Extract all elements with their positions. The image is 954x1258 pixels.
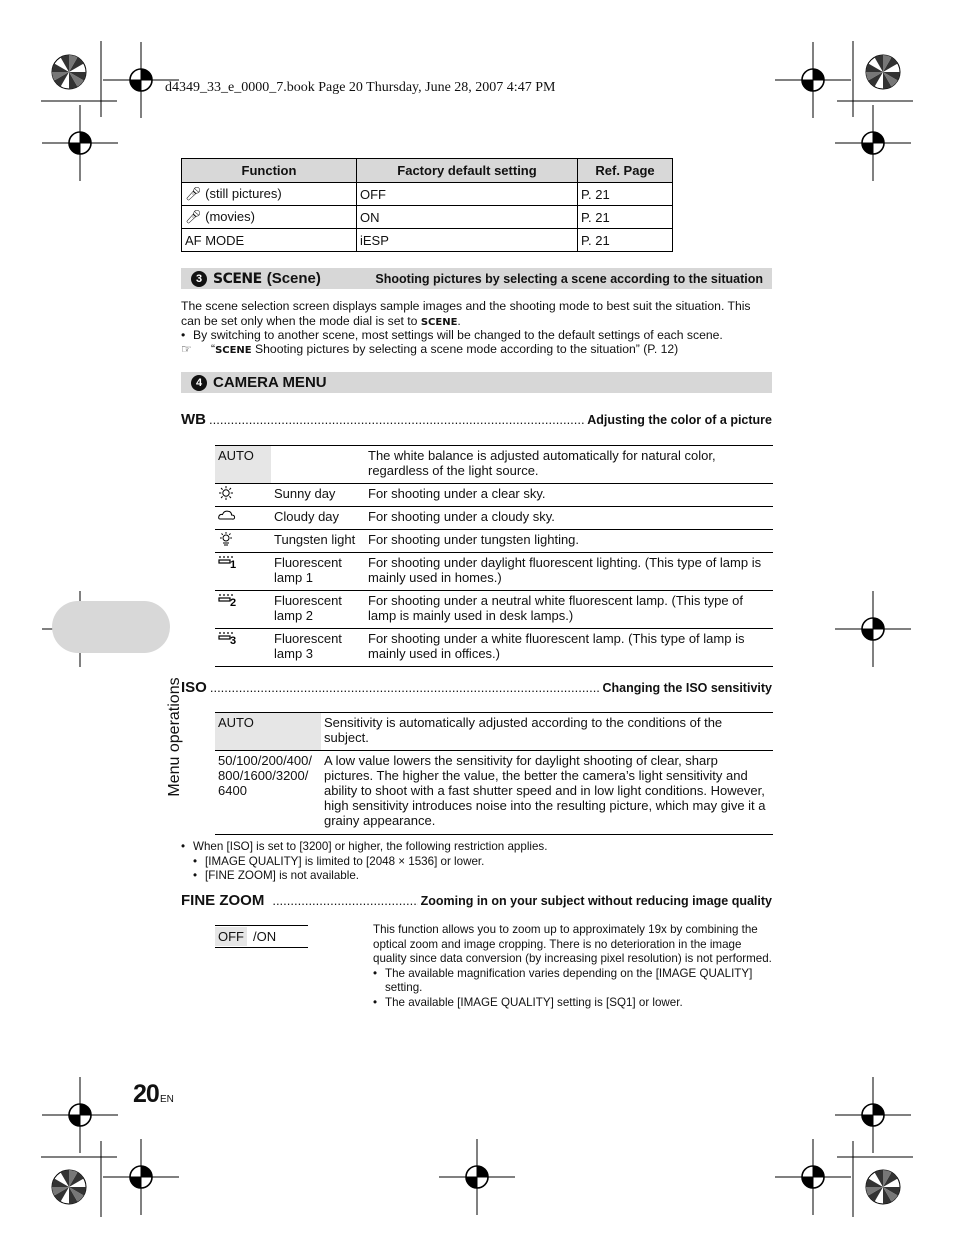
- table-cell-default: iESP: [357, 229, 578, 252]
- iso-table: [215, 712, 773, 835]
- fine-zoom-on: /ON: [253, 929, 277, 944]
- list-item: • The available magnification varies depending on the [IMAGE QUALITY] setting.: [373, 967, 773, 996]
- wb-auto-label: AUTO: [215, 446, 271, 484]
- iso-value: 50/100/200/400/ 800/1600/3200/ 6400: [215, 751, 321, 835]
- fine-zoom-off: OFF: [215, 927, 247, 946]
- fluorescent-1-icon: [215, 553, 271, 591]
- wb-name: Fluorescent lamp 3: [271, 629, 365, 667]
- reference-hand-icon: ☞: [181, 342, 192, 356]
- col-default: Factory default setting: [357, 159, 578, 183]
- wb-name: Fluorescent lamp 1: [271, 553, 365, 591]
- wb-desc-cell: For shooting under a cloudy sky.: [365, 507, 773, 530]
- leader-dots: [272, 893, 417, 908]
- scene-reference[interactable]: ☞ “SCENE Shooting pictures by selecting a scene mode according to the situation” (P. 12): [181, 342, 679, 356]
- function-default-table: [181, 158, 673, 252]
- tungsten-icon: [215, 530, 271, 553]
- svg-text:1: 1: [230, 559, 236, 569]
- wb-desc-cell: The white balance is adjusted automatically for natural color, regardless of the light source.: [365, 446, 773, 484]
- fine-zoom-description: [373, 923, 773, 1010]
- table-cell-function: 🎤︎ (still pictures): [182, 183, 357, 206]
- fine-zoom-desc: Zooming in on your subject without reducing image quality: [420, 894, 772, 908]
- scene-section-bar: [181, 268, 772, 289]
- page-language: EN: [160, 1094, 174, 1105]
- wb-name: [271, 446, 365, 484]
- iso-value: AUTO: [215, 713, 321, 751]
- wb-desc-cell: For shooting under daylight fluorescent lighting. (This type of lamp is mainly used in homes.): [365, 553, 773, 591]
- table-cell-ref: P. 21: [578, 206, 673, 229]
- wb-desc-cell: For shooting under tungsten lighting.: [365, 530, 773, 553]
- table-cell-default: OFF: [357, 183, 578, 206]
- list-item: • [FINE ZOOM] is not available.: [193, 869, 773, 884]
- table-cell-default: ON: [357, 206, 578, 229]
- wb-title: WB: [181, 411, 206, 428]
- fine-zoom-heading: [181, 892, 772, 909]
- wb-name: Sunny day: [271, 484, 365, 507]
- iso-desc-cell: A low value lowers the sensitivity for daylight shooting of clear, sharp pictures. The higher the value, the better the camera’s light sensitivity and ability to shoot with a fast shutter speed and in low light conditions. However, high sensitivity introduces noise into the resulting picture, which may give it a grainy appearance.: [321, 751, 773, 835]
- microphone-icon: 🎤︎: [185, 209, 202, 224]
- iso-notes: [181, 840, 773, 884]
- scene-title: (Scene): [266, 270, 321, 287]
- table-cell-ref: P. 21: [578, 229, 673, 252]
- table-cell-ref: P. 21: [578, 183, 673, 206]
- list-item: • By switching to another scene, most settings will be changed to the default settings of each scene.: [181, 328, 773, 343]
- camera-menu-bar: [181, 372, 772, 393]
- print-header: d4349_33_e_0000_7.book Page 20 Thursday, June 28, 2007 4:47 PM: [165, 80, 556, 95]
- section-number: 4: [191, 375, 207, 391]
- sunny-icon: [215, 484, 271, 507]
- col-ref: Ref. Page: [578, 159, 673, 183]
- wb-desc: Adjusting the color of a picture: [587, 413, 772, 427]
- fine-zoom-title: FINE ZOOM: [181, 892, 265, 909]
- wb-name: Tungsten light: [271, 530, 365, 553]
- fluorescent-3-icon: [215, 629, 271, 667]
- leader-dots: [209, 412, 584, 427]
- cloudy-icon: [215, 507, 271, 530]
- wb-desc-cell: For shooting under a neutral white fluorescent lamp. (This type of lamp is mainly used in desk lamps.): [365, 591, 773, 629]
- camera-menu-title: CAMERA MENU: [213, 374, 327, 391]
- fine-zoom-options: [215, 925, 308, 948]
- wb-desc-cell: For shooting under a white fluorescent lamp. (This type of lamp is mainly used in offices.): [365, 629, 773, 667]
- microphone-icon: 🎤︎: [185, 186, 202, 201]
- list-item: • [IMAGE QUALITY] is limited to [2048 × 1536] or lower.: [193, 855, 773, 870]
- table-cell-function: AF MODE: [182, 229, 357, 252]
- section-number: 3: [191, 271, 207, 287]
- page-number: 20: [133, 1080, 159, 1108]
- wb-name: Fluorescent lamp 2: [271, 591, 365, 629]
- wb-desc-cell: For shooting under a clear sky.: [365, 484, 773, 507]
- leader-dots: [210, 680, 600, 695]
- svg-text:3: 3: [230, 635, 237, 645]
- iso-desc-cell: Sensitivity is automatically adjusted according to the conditions of the subject.: [321, 713, 773, 751]
- wb-table: [215, 445, 773, 667]
- scene-bullet: [181, 328, 773, 343]
- svg-text:2: 2: [230, 597, 237, 607]
- fine-zoom-para: This function allows you to zoom up to approximately 19x by combining the optical zoom and image cropping. There is no deterioration in the image quality since data conversion (by increasing pixel resolution) is not performed.: [373, 923, 772, 965]
- iso-heading: [181, 679, 772, 696]
- wb-name: Cloudy day: [271, 507, 365, 530]
- list-item: • The available [IMAGE QUALITY] setting is [SQ1] or lower.: [373, 996, 773, 1011]
- col-function: Function: [182, 159, 357, 183]
- table-cell-function: 🎤︎ (movies): [182, 206, 357, 229]
- list-item: • When [ISO] is set to [3200] or higher, the following restriction applies.: [181, 840, 773, 855]
- iso-title: ISO: [181, 679, 207, 696]
- iso-desc: Changing the ISO sensitivity: [602, 681, 772, 695]
- wb-heading: [181, 411, 772, 428]
- fluorescent-2-icon: [215, 591, 271, 629]
- side-tab: [52, 601, 170, 653]
- scene-desc: Shooting pictures by selecting a scene according to the situation: [375, 271, 763, 286]
- scene-description: The scene selection screen displays sample images and the shooting mode to best suit the situation. This can be set only when the mode dial is set to SCENE.: [181, 299, 751, 328]
- side-label: Menu operations: [166, 677, 183, 797]
- scene-word: SCENE: [213, 270, 262, 287]
